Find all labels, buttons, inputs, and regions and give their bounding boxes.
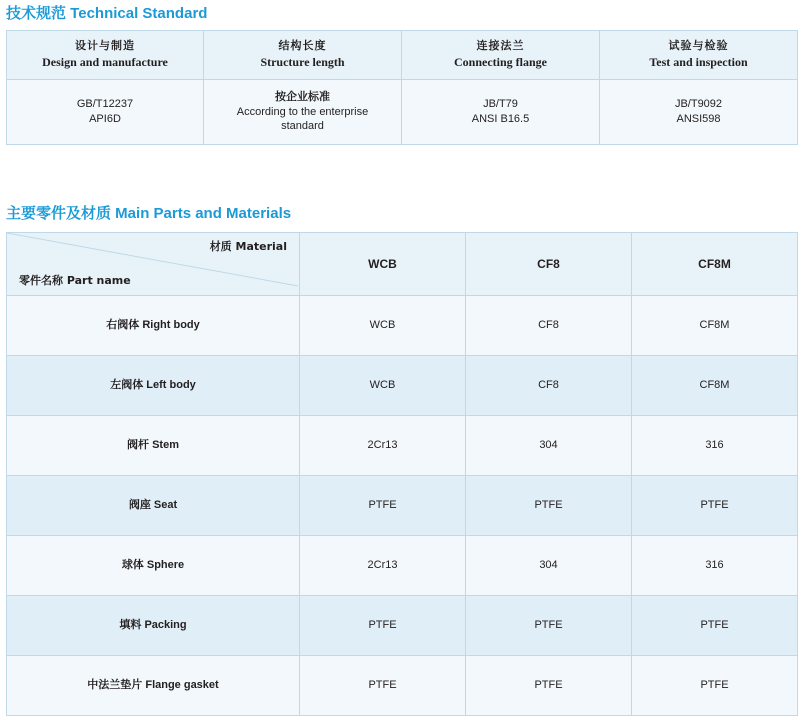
cell-cf8m: 316: [632, 536, 798, 596]
table-row: [7, 596, 798, 656]
table-row: [7, 416, 798, 476]
cell-wcb: 2Cr13: [300, 416, 466, 476]
section-title-main-parts: [6, 202, 291, 223]
column-header-cf8: CF8: [466, 233, 632, 296]
column-header-cn: 连接法兰: [476, 39, 525, 53]
section-title-parts-cn: 主要零件及材质: [6, 204, 112, 222]
part-name-en: Flange gasket: [145, 679, 219, 692]
part-name-cn: 左阀体: [110, 378, 144, 392]
cell-cf8: 304: [466, 416, 632, 476]
cell-wcb: PTFE: [300, 596, 466, 656]
part-name-en: Right body: [142, 319, 200, 332]
section-title-technical-cn: 技术规范: [6, 4, 67, 22]
table-header-row: [7, 233, 798, 296]
table-row: [7, 476, 798, 536]
cell-cf8m: 316: [632, 416, 798, 476]
table-row: [7, 296, 798, 356]
column-header-connecting-flange: [402, 31, 600, 80]
section-title-technical-en: Technical Standard: [66, 5, 208, 22]
cell-cf8: CF8: [466, 296, 632, 356]
part-name-cn: 阀座: [128, 498, 151, 512]
cell-cn: 按企业标准: [275, 89, 330, 103]
cell-cf8m: PTFE: [632, 596, 798, 656]
cell-part-name: [7, 536, 300, 596]
cell-part-name: [7, 476, 300, 536]
cell-wcb: WCB: [300, 356, 466, 416]
column-header-cn: 结构长度: [278, 39, 327, 53]
column-header-cn: 试验与检验: [668, 39, 729, 53]
table-row: [7, 80, 798, 145]
part-name-cn: 阀杆: [127, 438, 150, 452]
part-name-en: Sphere: [146, 559, 185, 572]
cell-line-2: ANSI B16.5: [471, 113, 530, 125]
cell-cf8m: PTFE: [632, 476, 798, 536]
cell-cf8: PTFE: [466, 476, 632, 536]
cell-cf8: CF8: [466, 356, 632, 416]
cell-cf8: 304: [466, 536, 632, 596]
section-title-parts-en: Main Parts and Materials: [111, 205, 292, 222]
table-row: [7, 356, 798, 416]
corner-header-cell: [7, 233, 300, 296]
column-header-cn: 设计与制造: [75, 39, 135, 53]
cell-connecting-flange: [402, 80, 600, 145]
column-header-en: Test and inspection: [649, 55, 748, 70]
cell-structure-length: [204, 80, 402, 145]
cell-line-1: GB/T12237: [76, 98, 134, 111]
cell-wcb: 2Cr13: [300, 536, 466, 596]
corner-partname-label: 零件名称 Part name: [19, 274, 131, 288]
part-name-en: Seat: [153, 499, 178, 512]
cell-wcb: PTFE: [300, 656, 466, 716]
part-name-en: Stem: [152, 439, 179, 452]
main-parts-materials-table: [6, 232, 798, 716]
cell-part-name: [7, 596, 300, 656]
column-header-en: Design and manufacture: [42, 55, 168, 70]
cell-line-2: ANSI598: [676, 113, 721, 125]
column-header-wcb: WCB: [300, 233, 466, 296]
cell-line-2: API6D: [89, 113, 121, 125]
column-header-test-and-inspection: [600, 31, 798, 80]
corner-material-label: 材质 Material: [209, 240, 287, 253]
cell-cf8: PTFE: [466, 596, 632, 656]
cell-wcb: WCB: [300, 296, 466, 356]
cell-part-name: [7, 356, 300, 416]
part-name-en: Left body: [146, 379, 196, 392]
cell-line-1: JB/T9092: [674, 98, 723, 111]
cell-test-and-inspection: [600, 80, 798, 145]
cell-part-name: [7, 416, 300, 476]
part-name-en: Packing: [144, 619, 187, 632]
part-name-cn: 右阀体: [106, 318, 140, 332]
cell-part-name: [7, 296, 300, 356]
part-name-cn: 球体: [121, 558, 144, 572]
cell-cf8m: CF8M: [632, 296, 798, 356]
column-header-en: Structure length: [260, 55, 345, 70]
column-header-cf8m: CF8M: [632, 233, 798, 296]
part-name-cn: 中法兰垫片: [87, 678, 143, 692]
table-row: [7, 536, 798, 596]
cell-cf8: PTFE: [466, 656, 632, 716]
column-header-structure-length: [204, 31, 402, 80]
cell-cf8m: CF8M: [632, 356, 798, 416]
cell-design-and-manufacture: [7, 80, 204, 145]
cell-wcb: PTFE: [300, 476, 466, 536]
column-header-en: Connecting flange: [454, 55, 547, 70]
cell-line-2: standard: [281, 120, 324, 133]
technical-standard-table: [6, 30, 798, 145]
cell-line-1: JB/T79: [483, 98, 518, 111]
table-header-row: [7, 31, 798, 80]
part-name-cn: 填料: [119, 618, 142, 632]
cell-part-name: [7, 656, 300, 716]
column-header-design-and-manufacture: [7, 31, 204, 80]
table-row: [7, 656, 798, 716]
cell-line-1: According to the enterprise: [236, 105, 369, 118]
section-title-technical-standard: [6, 2, 207, 23]
cell-cf8m: PTFE: [632, 656, 798, 716]
